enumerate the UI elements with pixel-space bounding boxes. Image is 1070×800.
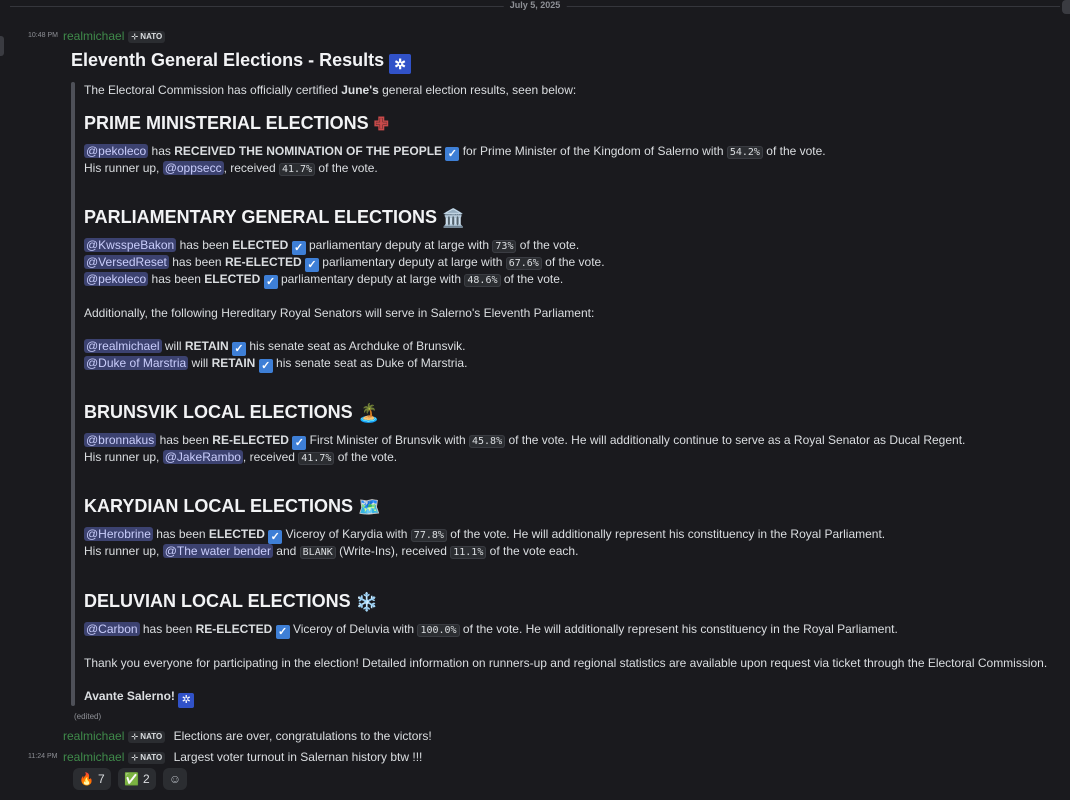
edited-label: (edited) [74, 712, 102, 721]
pm-line-1: @pekoleco has RECEIVED THE NOMINATION OF THE PEOPLE ✓ for Prime Minister of the Kingdom of Salerno with 54.2% of the vote. [86, 144, 826, 160]
username[interactable]: realmichael [63, 29, 125, 43]
inline-code: 48.6% [464, 274, 500, 287]
karydia-line-1: @Herobrine has been ELECTED ✓ Viceroy of Karydia with 77.8% of the vote. He will additionally represent his constituency in the Royal Parliament. [86, 527, 886, 543]
brunsvik-line-2: His runner up, @JakeRambo , received 41.7% of the vote. [84, 450, 398, 464]
mention[interactable]: @The water bender [164, 544, 271, 558]
mention[interactable]: @JakeRambo [164, 450, 241, 464]
check-icon: ✓ [268, 530, 282, 544]
check-icon: ✓ [445, 147, 459, 161]
senator-line-2: @Duke of Marstria will RETAIN ✓ his senate seat as Duke of Marstria. [86, 356, 468, 372]
deluvia-line-1: @Carbon has been RE-ELECTED ✓ Viceroy of Deluvia with 100.0% of the vote. He will additionally represent his constituency in the Royal Parliament. [86, 622, 898, 638]
inline-code: 77.8% [411, 529, 447, 542]
intro-line: The Electoral Commission has officially certified June's general election results, seen below: [84, 83, 577, 97]
senators-intro: Additionally, the following Hereditary Royal Senators will serve in Salerno's Eleventh Parliament: [84, 306, 595, 320]
section-heading-parliament: PARLIAMENTARY GENERAL ELECTIONS 🏛️ [84, 207, 465, 228]
section-heading-brunsvik: BRUNSVIK LOCAL ELECTIONS 🏝️ [84, 402, 381, 423]
check-icon: ✓ [292, 241, 306, 255]
brunsvik-line-1: @bronnakus has been RE-ELECTED ✓ First Minister of Brunsvik with 45.8% of the vote. He will additionally continue to serve as a Royal Senator as Ducal Regent. [86, 433, 966, 449]
message-text: Largest voter turnout in Salernan history btw !!! [173, 750, 423, 764]
mention[interactable]: @oppsecc [164, 161, 222, 175]
senator-line-1: @realmichael will RETAIN ✓ his senate seat as Archduke of Brunsvik. [86, 339, 466, 355]
section-heading-deluvia: DELUVIAN LOCAL ELECTIONS ❄️ [84, 591, 379, 612]
reaction-fire[interactable] [73, 768, 111, 790]
blockquote-bar [71, 82, 75, 706]
reactions-bar [73, 768, 187, 790]
inline-code: 41.7% [279, 163, 315, 176]
add-reaction-icon[interactable]: ☺ [163, 768, 187, 790]
message-3 [0, 749, 1070, 765]
world-map-icon: 🗺️ [358, 497, 381, 517]
check-mark-button-icon: ✅ [123, 772, 139, 786]
parl-line-3: @pekoleco has been ELECTED ✓ parliamentary deputy at large with 48.6% of the vote. [86, 272, 564, 288]
mention[interactable]: @bronnakus [86, 433, 155, 447]
post-title [71, 50, 411, 74]
inline-code: 11.1% [450, 546, 486, 559]
inline-code: 100.0% [417, 624, 459, 637]
check-icon: ✓ [259, 359, 273, 373]
check-icon: ✓ [292, 436, 306, 450]
message-text: Elections are over, congratulations to the victors! [173, 729, 432, 743]
server-tag[interactable]: ⊹ NATO [128, 731, 165, 743]
mention[interactable]: @Herobrine [86, 527, 151, 541]
desert-island-icon: 🏝️ [357, 403, 381, 423]
pm-line-2: His runner up, @oppsecc , received 41.7% of the vote. [84, 161, 378, 175]
mention[interactable]: @VersedReset [86, 255, 167, 269]
mention[interactable]: @Duke of Marstria [86, 356, 187, 370]
unread-indicator [0, 36, 4, 56]
check-icon: ✓ [264, 275, 278, 289]
mention[interactable]: @KwsspeBakon [86, 238, 175, 252]
inline-code: BLANK [300, 546, 336, 559]
scroll-indicator[interactable] [1062, 0, 1070, 14]
mention[interactable]: @pekoleco [86, 272, 147, 286]
reaction-count: 2 [142, 772, 150, 786]
check-icon: ✓ [232, 342, 246, 356]
server-tag[interactable]: ⊹ NATO [128, 31, 165, 43]
section-heading-karydia: KARYDIAN LOCAL ELECTIONS 🗺️ [84, 496, 381, 517]
divider-date: July 5, 2025 [504, 0, 567, 10]
section-heading-pm: PRIME MINISTERIAL ELECTIONS ✙ [84, 113, 389, 134]
classical-building-icon: 🏛️ [442, 208, 465, 228]
mention[interactable]: @realmichael [86, 339, 160, 353]
inline-code: 54.2% [727, 146, 763, 159]
salerno-flag-icon: ✲ [389, 54, 411, 74]
username[interactable]: realmichael [63, 729, 125, 743]
inline-code: 67.6% [506, 257, 542, 270]
parl-line-2: @VersedReset has been RE-ELECTED ✓ parliamentary deputy at large with 67.6% of the vote. [86, 255, 605, 271]
inline-code: 41.7% [298, 452, 334, 465]
karydia-line-2: His runner up, @The water bender and BLANK (Write-Ins), received 11.1% of the vote each. [84, 544, 579, 558]
mention[interactable]: @pekoleco [86, 144, 147, 158]
signoff: Avante Salerno! ✲ [84, 688, 194, 708]
salerno-flag-icon: ✲ [178, 693, 194, 708]
mention[interactable]: @Carbon [86, 622, 138, 636]
parl-line-1: @KwsspeBakon has been ELECTED ✓ parliamentary deputy at large with 73% of the vote. [86, 238, 580, 254]
server-tag[interactable]: ⊹ NATO [128, 752, 165, 764]
fire-icon: 🔥 [79, 772, 94, 786]
inline-code: 45.8% [469, 435, 505, 448]
thanks-line: Thank you everyone for participating in the election! Detailed information on runners-up and regional statistics are available upon request via ticket through the Electoral Commission. [84, 656, 1048, 670]
date-divider [0, 0, 1070, 14]
message-2 [63, 728, 432, 744]
reaction-check[interactable] [118, 768, 156, 790]
check-icon: ✓ [276, 625, 290, 639]
maltese-cross-icon: ✙ [373, 114, 389, 134]
timestamp[interactable]: 11:24 PM [28, 753, 58, 760]
reaction-count: 7 [97, 772, 105, 786]
inline-code: 73% [492, 240, 516, 253]
username[interactable]: realmichael [63, 750, 125, 764]
timestamp[interactable]: 10:48 PM [28, 32, 58, 39]
title-text: Eleventh General Elections - Results [71, 50, 385, 70]
snowflake-icon: ❄️ [355, 592, 379, 612]
check-icon: ✓ [305, 258, 319, 272]
